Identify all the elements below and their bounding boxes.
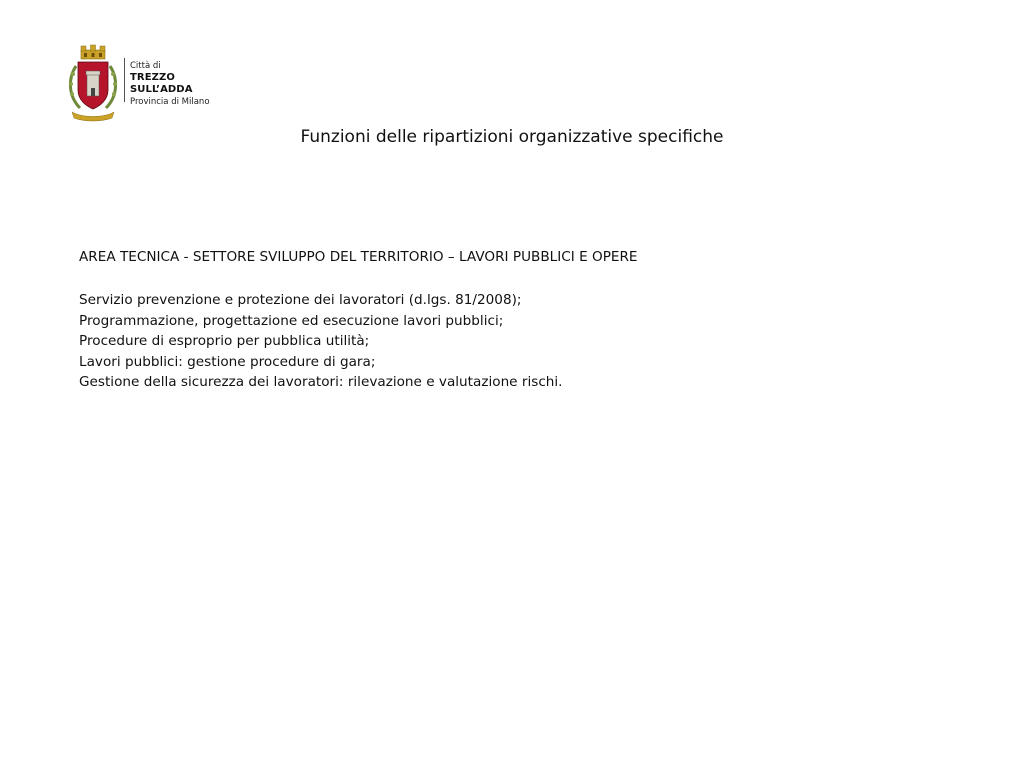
- logo-city-prefix: Città di: [130, 61, 161, 71]
- logo-province: Provincia di Milano: [130, 97, 210, 107]
- municipality-logo: [66, 44, 236, 124]
- section-heading: AREA TECNICA - SETTORE SVILUPPO DEL TERRITORIO – LAVORI PUBBLICI E OPERE: [79, 249, 638, 265]
- list-item: Lavori pubblici: gestione procedure di gara;: [79, 353, 376, 370]
- logo-wordmark: [130, 60, 236, 108]
- list-item: Programmazione, progettazione ed esecuzione lavori pubblici;: [79, 312, 504, 329]
- page-title: Funzioni delle ripartizioni organizzative specifiche: [300, 127, 724, 147]
- functions-list: [79, 290, 563, 393]
- list-item: Servizio prevenzione e protezione dei lavoratori (d.lgs. 81/2008);: [79, 292, 522, 308]
- coat-of-arms-icon: [66, 44, 120, 122]
- list-item: Procedure di esproprio per pubblica utilità;: [79, 333, 370, 349]
- list-item: Gestione della sicurezza dei lavoratori: rilevazione e valutazione rischi.: [79, 374, 563, 390]
- logo-divider: [124, 58, 125, 102]
- logo-city-name: TREZZO SULL’ADDA: [130, 72, 193, 95]
